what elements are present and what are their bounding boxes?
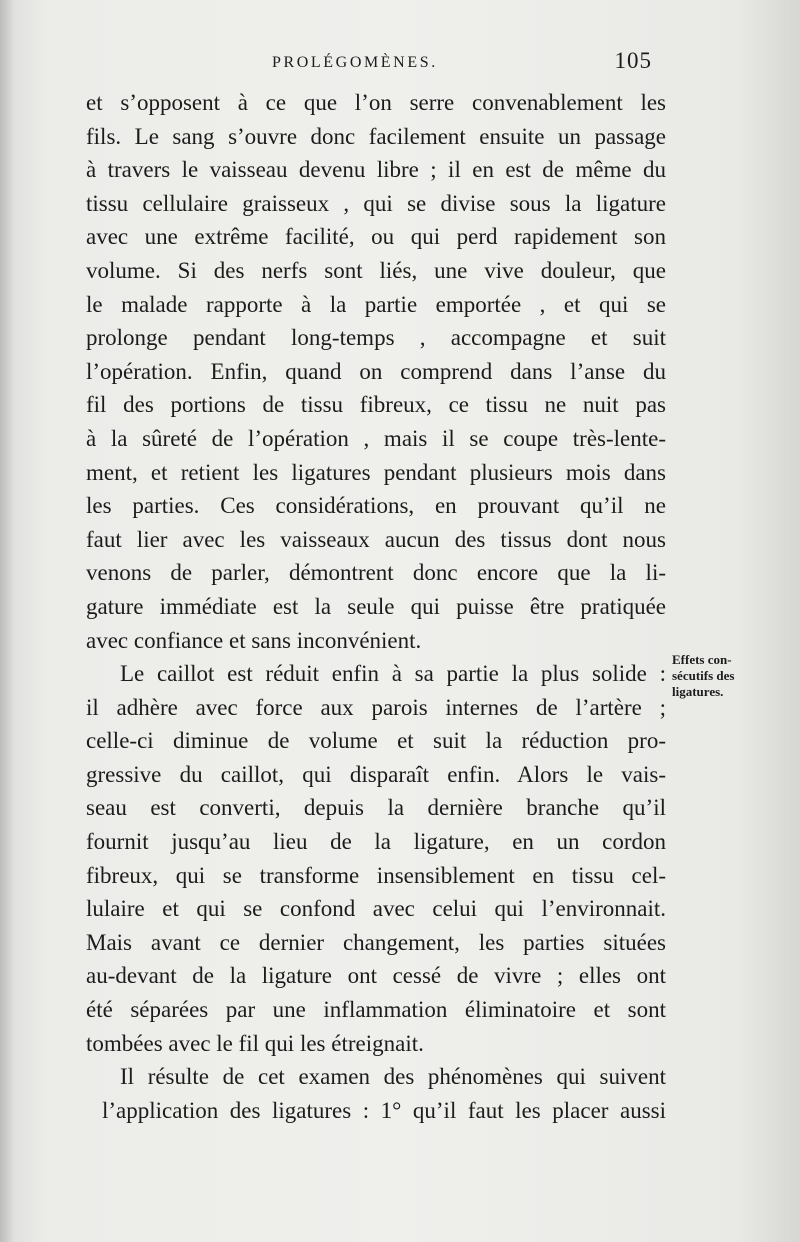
page-number: 105: [614, 48, 652, 73]
text-line: Le caillot est réduit enfin à sa partie la plus solide :: [120, 661, 666, 687]
text-line: fils. Le sang s’ouvre donc facilement ensuite un passage: [86, 123, 666, 149]
text-line: à travers le vaisseau devenu libre ; il en est de même du: [86, 157, 666, 183]
text-line: il adhère avec force aux parois internes de l’artère ;: [86, 694, 666, 720]
body-text: [86, 86, 666, 1127]
text-line: gature immédiate est la seule qui puisse être pratiquée: [86, 593, 666, 619]
text-line: et s’opposent à ce que l’on serre convenablement les: [86, 90, 666, 115]
text-line: prolonge pendant long-temps , accompagne et suit: [86, 325, 666, 351]
text-line: à la sûreté de l’opération , mais il se coupe très-lente-: [86, 425, 666, 451]
text-line: tombées avec le fil qui les étreignait.: [86, 1030, 424, 1056]
text-line: celle-ci diminue de volume et suit la réduction pro-: [86, 728, 666, 754]
text-line: lulaire et qui se confond avec celui qui l’environnait.: [86, 896, 666, 922]
margin-note-line: sécutifs des: [672, 668, 735, 683]
text-line: ment, et retient les ligatures pendant plusieurs mois dans: [86, 459, 666, 485]
text-line: l’opération. Enfin, quand on comprend dans l’anse du: [86, 358, 666, 384]
text-line: les parties. Ces considérations, en prouvant qu’il ne: [86, 493, 666, 519]
binding-shadow: [0, 0, 14, 1242]
text-line: volume. Si des nerfs sont liés, une vive douleur, que: [86, 257, 666, 283]
text-line: tissu cellulaire graisseux , qui se divise sous la ligature: [86, 190, 666, 216]
text-line: été séparées par une inflammation éliminatoire et sont: [86, 997, 666, 1023]
text-line: fil des portions de tissu fibreux, ce tissu ne nuit pas: [86, 392, 666, 418]
text-line: seau est converti, depuis la dernière branche qu’il: [86, 795, 666, 821]
text-line: le malade rapporte à la partie emportée , et qui se: [86, 291, 666, 317]
running-title: PROLÉGOMÈNES.: [272, 54, 438, 71]
text-line: Il résulte de cet examen des phénomènes qui suivent: [120, 1064, 666, 1090]
margin-note-line: ligatures.: [672, 684, 724, 699]
text-line: l’application des ligatures : 1° qu’il faut les placer aussi: [102, 1097, 666, 1123]
text-line: venons de parler, démontrent donc encore que la li-: [86, 560, 666, 586]
text-line: fournit jusqu’au lieu de la ligature, en un cordon: [86, 829, 666, 855]
text-line: avec une extrême facilité, ou qui perd rapidement son: [86, 224, 666, 250]
margin-note: [672, 652, 770, 700]
text-line: gressive du caillot, qui disparaît enfin. Alors le vais-: [86, 761, 666, 787]
text-line: Mais avant ce dernier changement, les parties situées: [86, 929, 666, 955]
text-line: avec confiance et sans inconvénient.: [86, 627, 422, 653]
text-line: faut lier avec les vaisseaux aucun des tissus dont nous: [86, 526, 666, 552]
page-header: [88, 48, 660, 88]
margin-note-line: Effets con-: [672, 652, 732, 667]
text-line: fibreux, qui se transforme insensiblement en tissu cel-: [86, 862, 666, 888]
text-line: au-devant de la ligature ont cessé de vivre ; elles ont: [86, 963, 666, 989]
